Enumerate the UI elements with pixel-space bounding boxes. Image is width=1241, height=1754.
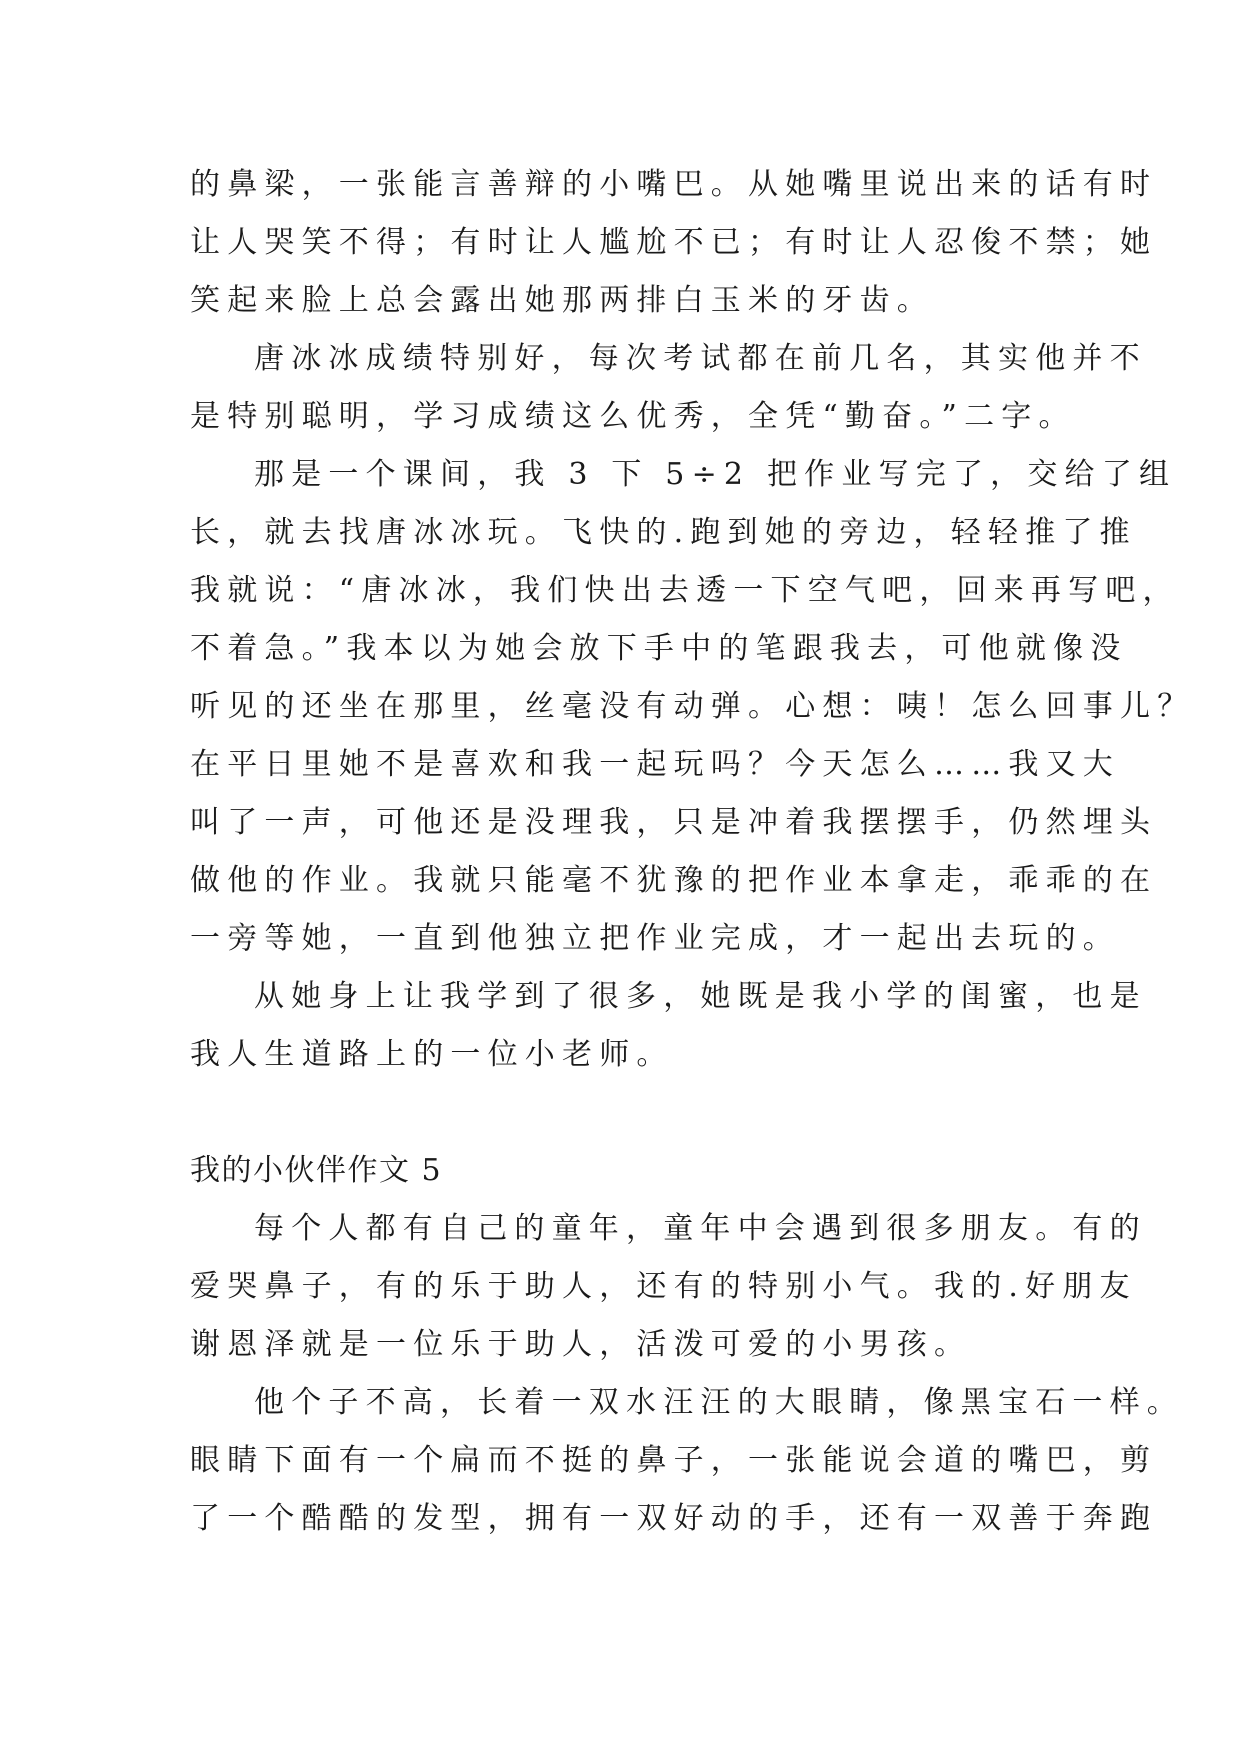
section-spacer xyxy=(190,1084,1052,1142)
text-line: 他个子不高，长着一双水汪汪的大眼睛，像黑宝石一样。 xyxy=(254,1385,1184,1420)
document-body xyxy=(190,156,1195,1548)
text-line: 一旁等她，一直到他独立把作业完成，才一起出去玩的。 xyxy=(190,921,1120,956)
text-line: 爱哭鼻子，有的乐于助人，还有的特别小气。我的.好朋友 xyxy=(190,1269,1137,1304)
text-line: 是特别聪明，学习成绩这么优秀，全凭“勤奋。”二字。 xyxy=(190,399,1076,434)
paragraph-2 xyxy=(190,330,1147,446)
text-line: 谢恩泽就是一位乐于助人，活泼可爱的小男孩。 xyxy=(190,1327,972,1362)
text-line: 的鼻梁，一张能言善辩的小嘴巴。从她嘴里说出来的话有时 xyxy=(190,167,1158,202)
text-line: 我就说：“唐冰冰，我们快出去透一下空气吧，回来再写吧， xyxy=(190,573,1180,608)
text-line: 听见的还坐在那里，丝毫没有动弹。心想：咦！怎么回事儿？ xyxy=(190,689,1195,724)
text-line: 每个人都有自己的童年，童年中会遇到很多朋友。有的 xyxy=(254,1211,1147,1246)
paragraph-1 xyxy=(190,156,1158,330)
paragraph-3 xyxy=(190,446,1195,968)
text-line: 做他的作业。我就只能毫不犹豫的把作业本拿走，乖乖的在 xyxy=(190,863,1158,898)
text-line: 我人生道路上的一位小老师。 xyxy=(190,1037,674,1072)
text-line: 叫了一声，可他还是没理我，只是冲着我摆摆手，仍然埋头 xyxy=(190,805,1158,840)
text-line: 让人哭笑不得；有时让人尴尬不已；有时让人忍俊不禁；她 xyxy=(190,225,1158,260)
text-line: 从她身上让我学到了很多，她既是我小学的闺蜜，也是 xyxy=(254,979,1147,1014)
paragraph-4 xyxy=(190,968,1147,1084)
section-heading: 我的小伙伴作文 5 xyxy=(190,1153,443,1188)
paragraph-5 xyxy=(190,1200,1147,1374)
text-line: 在平日里她不是喜欢和我一起玩吗？今天怎么……我又大 xyxy=(190,747,1120,782)
text-line: 长，就去找唐冰冰玩。飞快的.跑到她的旁边，轻轻推了推 xyxy=(190,515,1137,550)
text-line: 不着急。”我本以为她会放下手中的笔跟我去，可他就像没 xyxy=(190,631,1128,666)
text-line: 笑起来脸上总会露出她那两排白玉米的牙齿。 xyxy=(190,283,934,318)
text-line: 了一个酷酷的发型，拥有一双好动的手，还有一双善于奔跑 xyxy=(190,1501,1158,1536)
paragraph-6 xyxy=(190,1374,1184,1548)
text-line: 唐冰冰成绩特别好，每次考试都在前几名，其实他并不 xyxy=(254,341,1147,376)
text-line: 眼睛下面有一个扁而不挺的鼻子，一张能说会道的嘴巴，剪 xyxy=(190,1443,1158,1478)
text-line: 那是一个课间，我 3 下 5÷2 把作业写完了，交给了组 xyxy=(254,457,1177,492)
